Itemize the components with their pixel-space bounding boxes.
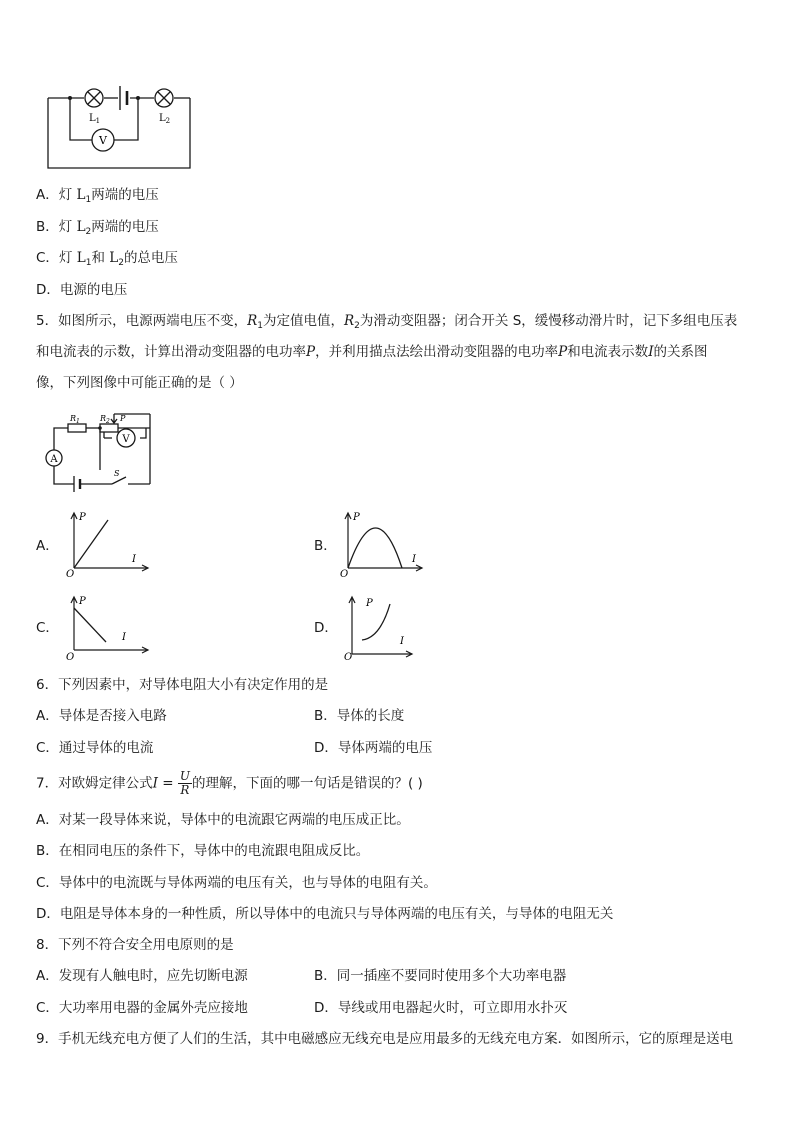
q6-option-c[interactable]: C．通过导体的电流	[36, 740, 154, 756]
svg-text:I: I	[122, 632, 126, 643]
q8-option-c[interactable]: C．大功率用电器的金属外壳应接地	[36, 1000, 248, 1016]
q5-circuit-diagram	[40, 412, 158, 494]
graph-a	[62, 508, 154, 578]
q7-stem: 7．对欧姆定律公式I = $\frac{U}{R}$ 的理解，下面的哪一句话是错误的？( )	[36, 769, 423, 797]
svg-text:P: P	[366, 598, 373, 609]
q7-option-d[interactable]: D．电阻是导体本身的一种性质，所以导体中的电流只与导体两端的电压有关，与导体的电阻无关	[36, 906, 614, 922]
svg-text:L2	[159, 113, 170, 125]
voltmeter-label: V	[99, 134, 107, 147]
q5-option-c-label[interactable]: C．	[36, 620, 59, 636]
svg-text:R1: $R_1$	[70, 414, 80, 425]
svg-text:P: P	[79, 596, 86, 607]
svg-text:P: P	[120, 414, 126, 423]
svg-text:I: I	[400, 636, 404, 647]
lamp1-label: L	[89, 113, 96, 124]
svg-text:O: O	[340, 569, 349, 578]
graph-d	[340, 592, 420, 662]
lamp2-label: L	[159, 113, 166, 124]
q6-option-b[interactable]: B．导体的长度	[314, 708, 405, 724]
q5-option-b-label[interactable]: B．	[314, 538, 337, 554]
graph-b-curve	[348, 528, 402, 568]
q5-option-a-label[interactable]: A．	[36, 538, 59, 554]
svg-text:R2: $R_2$	[100, 414, 110, 425]
series-circuit-diagram	[40, 80, 200, 172]
q5-option-d-label[interactable]: D．	[314, 620, 338, 636]
q7-option-a[interactable]: A．对某一段导体来说，导体中的电流跟它两端的电压成正比。	[36, 812, 410, 828]
lamp1-sub: 1	[95, 117, 101, 125]
svg-text:I: I	[132, 554, 136, 565]
q5-stem-line2: 和电流表的示数，计算出滑动变阻器的电功率P，并利用描点法绘出滑动变阻器的电功率P和电流表示数I的关系图	[36, 344, 708, 360]
q5-stem-line3: 像，下列图像中可能正确的是（ ）	[36, 375, 243, 391]
ohms-law-fraction: $\frac{U}{R}$	[179, 769, 190, 797]
graph-c	[62, 592, 154, 662]
q9-stem: 9．手机无线充电方便了人们的生活，其中电磁感应无线充电是应用最多的无线充电方案．如图所示，它的原理是送电	[36, 1031, 734, 1047]
svg-text:P: P	[79, 512, 86, 523]
svg-text:L1	[89, 113, 100, 125]
graph-a-curve	[74, 520, 108, 568]
ammeter-label: A	[50, 454, 58, 465]
q6-stem: 6．下列因素中，对导体电阻大小有决定作用的是	[36, 677, 329, 693]
q6-option-d[interactable]: D．导体两端的电压	[314, 740, 433, 756]
graph-d-curve	[362, 604, 390, 640]
svg-text:O: O	[344, 652, 353, 662]
graph-b	[336, 508, 428, 578]
switch-label: S	[114, 469, 120, 478]
q4-option-b[interactable]: B．灯 $L_2$两端的电压	[36, 219, 159, 237]
q7-option-c[interactable]: C．导体中的电流既与导体两端的电压有关，也与导体的电阻有关。	[36, 875, 437, 891]
q7-option-b[interactable]: B．在相同电压的条件下，导体中的电流跟电阻成反比。	[36, 843, 370, 859]
svg-text:O: O	[66, 569, 75, 578]
q6-option-a[interactable]: A．导体是否接入电路	[36, 708, 167, 724]
q4-option-d[interactable]: D．电源的电压	[36, 282, 128, 298]
q8-option-a[interactable]: A．发现有人触电时，应先切断电源	[36, 968, 248, 984]
graph-c-curve	[74, 608, 106, 642]
q8-stem: 8．下列不符合安全用电原则的是	[36, 937, 234, 953]
svg-text:P: P	[353, 512, 360, 523]
q5-stem-line1: 5．如图所示，电源两端电压不变，$R_1$为定值电值，$R_2$为滑动变阻器；闭合开关 S，缓慢移动滑片时，记下多组电压表	[36, 313, 738, 331]
q4-option-a[interactable]: A．灯 $L_1$两端的电压	[36, 187, 159, 205]
svg-text:O: O	[66, 652, 75, 662]
q4-option-c[interactable]: C．灯 $L_1$和 $L_2$的总电压	[36, 250, 178, 268]
svg-text:I: I	[412, 554, 416, 565]
q8-option-d[interactable]: D．导线或用电器起火时，可立即用水扑灭	[314, 1000, 568, 1016]
lamp2-sub: 2	[165, 117, 171, 125]
voltmeter-label-q5: V	[122, 434, 130, 445]
q8-option-b[interactable]: B．同一插座不要同时使用多个大功率电器	[314, 968, 567, 984]
